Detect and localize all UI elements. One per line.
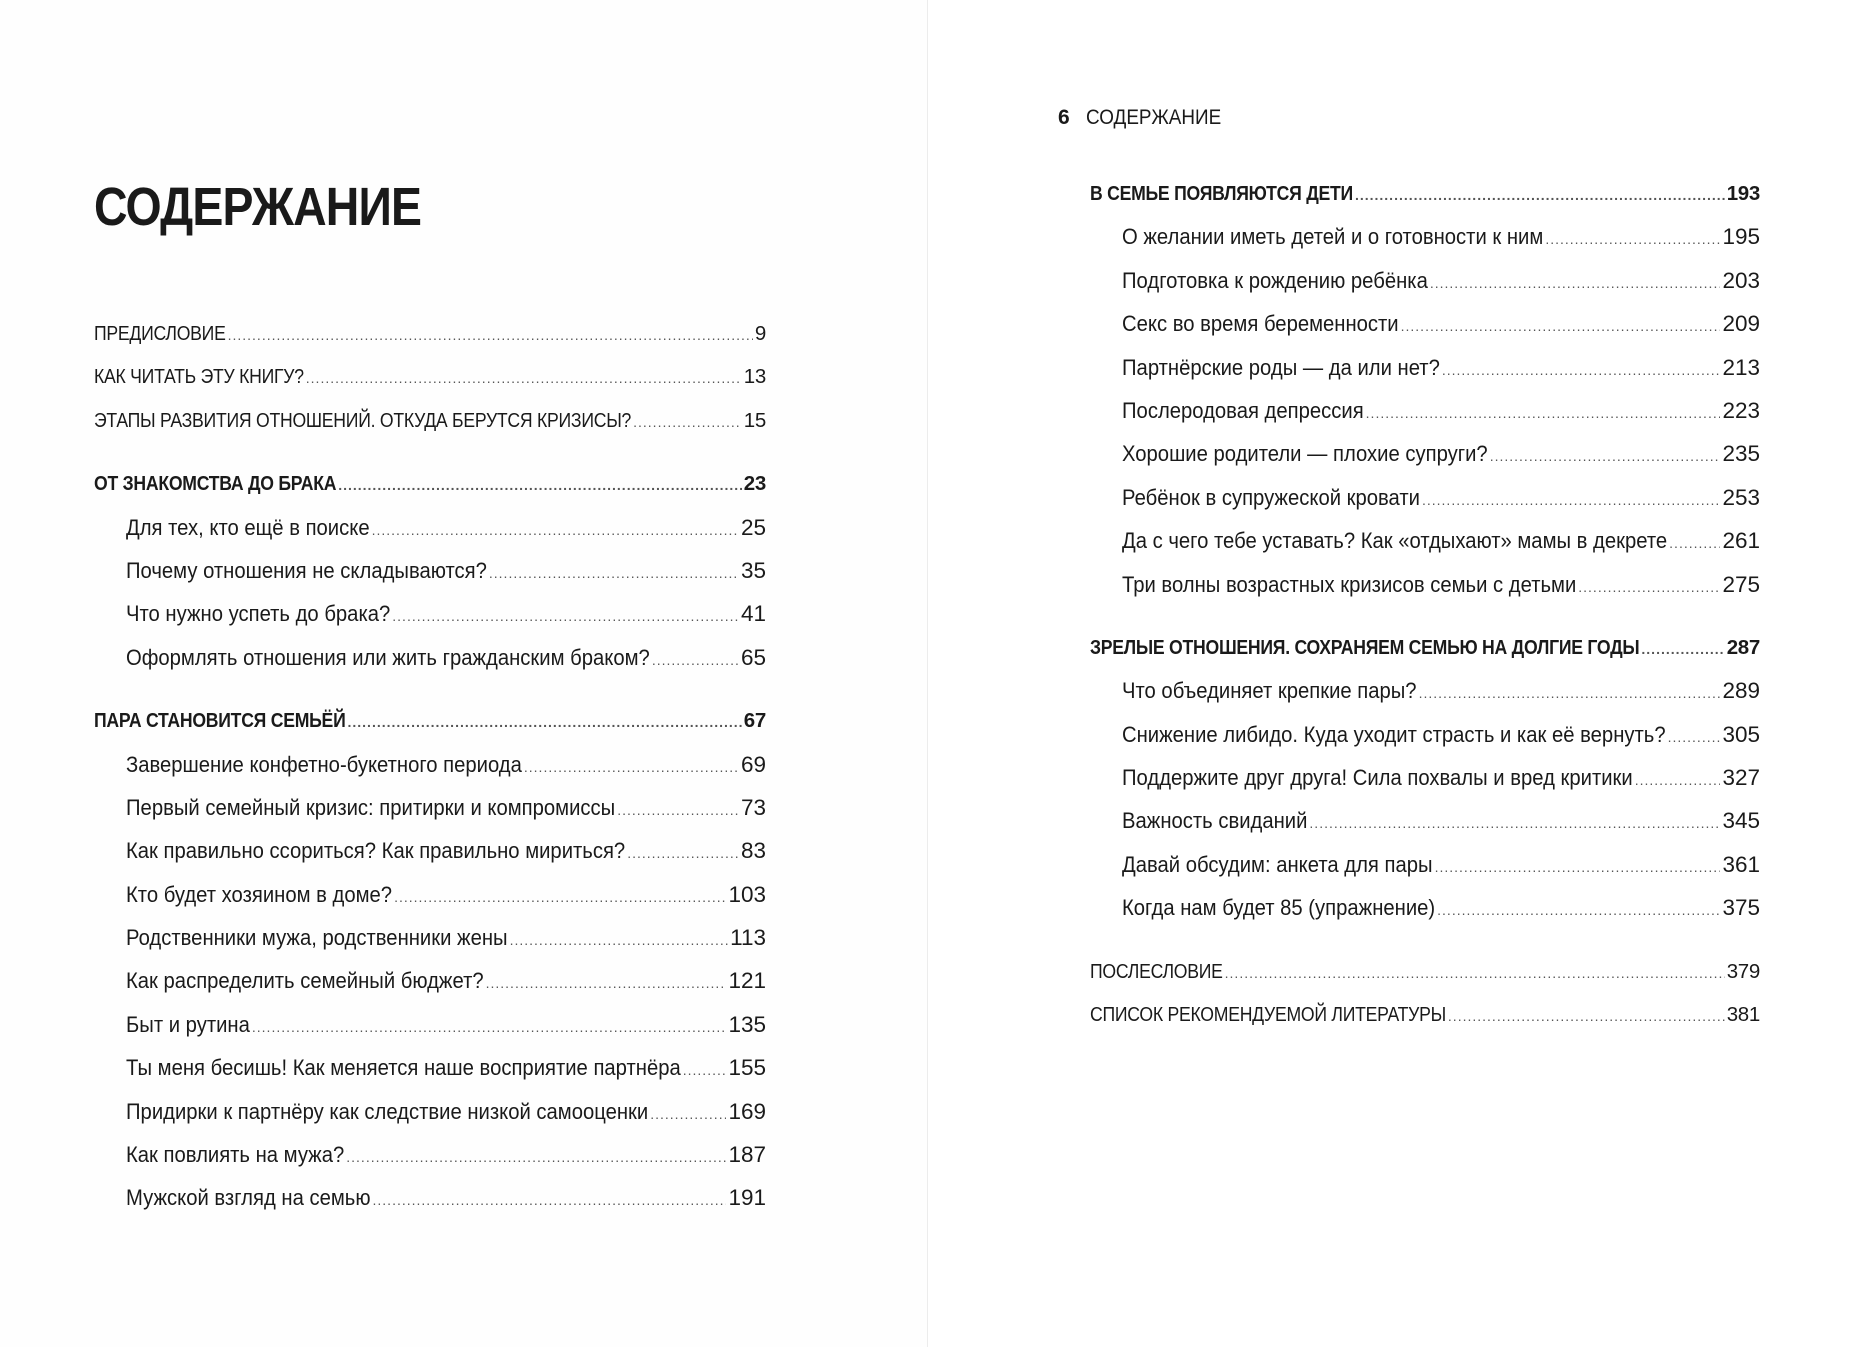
- toc-page-number: 9: [754, 322, 766, 345]
- toc-page-number: 13: [743, 365, 766, 389]
- toc-page-number: 25: [740, 514, 766, 540]
- running-head-label: СОДЕРЖАНИЕ: [1085, 106, 1221, 129]
- toc-entry[interactable]: [94, 506, 766, 549]
- dot-leader: [617, 789, 739, 832]
- toc-front-matter[interactable]: [94, 312, 766, 355]
- toc-entry-title: Да с чего тебе уставать? Как «отдыхают» мамы в декрете: [1122, 528, 1668, 554]
- dot-leader: [683, 1049, 727, 1092]
- dot-leader: [486, 962, 727, 1005]
- dot-leader: [1669, 522, 1720, 565]
- toc-entry[interactable]: [94, 786, 766, 829]
- toc-page-number: 375: [1722, 895, 1760, 921]
- toc-page-number: 235: [1722, 441, 1760, 467]
- toc-entry-title: В СЕМЬЕ ПОЯВЛЯЮТСЯ ДЕТИ: [1090, 182, 1353, 205]
- toc-entry[interactable]: [1090, 799, 1760, 842]
- toc-page-number: 67: [743, 709, 766, 733]
- dot-leader: [524, 746, 739, 789]
- dot-leader: [1442, 349, 1721, 392]
- toc-entry[interactable]: [94, 916, 766, 959]
- toc-page-number: 155: [728, 1055, 766, 1081]
- toc-page-number: 253: [1722, 484, 1760, 510]
- toc-entry[interactable]: [94, 743, 766, 786]
- toc-entry-title: КАК ЧИТАТЬ ЭТУ КНИГУ?: [94, 365, 304, 389]
- dot-leader: [1668, 716, 1721, 759]
- toc-page-number: 213: [1722, 354, 1760, 380]
- toc-entry-title: Ребёнок в супружеской кровати: [1122, 484, 1420, 510]
- toc-entry-title: Давай обсудим: анкета для пары: [1122, 851, 1433, 877]
- toc-page-number: 169: [728, 1098, 766, 1124]
- toc-page-number: 103: [728, 881, 766, 907]
- toc-entry-title: Придирки к партнёру как следствие низкой самооценки: [126, 1098, 649, 1124]
- toc-page-number: 379: [1726, 959, 1760, 983]
- toc-entry-title: ПРЕДИСЛОВИЕ: [94, 322, 226, 345]
- toc-entry[interactable]: [1090, 669, 1760, 712]
- toc-entry-title: Как распределить семейный бюджет?: [126, 968, 484, 994]
- dot-leader: [1490, 435, 1721, 478]
- toc-section[interactable]: [1090, 626, 1760, 669]
- toc-section[interactable]: [1090, 172, 1760, 215]
- toc-page-number: 113: [730, 925, 766, 951]
- toc-page-number: 209: [1722, 311, 1760, 337]
- toc-entry-title: Секс во время беременности: [1122, 311, 1399, 337]
- toc-entry[interactable]: [1090, 713, 1760, 756]
- toc-page-number: 65: [740, 644, 766, 670]
- toc-right: [1090, 172, 1760, 1036]
- toc-entry-title: Хорошие родители — плохие супруги?: [1122, 441, 1488, 467]
- toc-front-matter[interactable]: [1090, 950, 1760, 993]
- dot-leader: [1401, 305, 1721, 348]
- toc-entry[interactable]: [94, 1090, 766, 1133]
- dot-leader: [1366, 392, 1721, 435]
- toc-entry[interactable]: [1090, 389, 1760, 432]
- toc-entry[interactable]: [94, 1003, 766, 1046]
- dot-leader: [372, 509, 739, 552]
- toc-entry-title: Кто будет хозяином в доме?: [126, 881, 393, 907]
- toc-entry[interactable]: [94, 1046, 766, 1089]
- dot-leader: [338, 464, 742, 507]
- toc-entry[interactable]: [1090, 215, 1760, 258]
- toc-left: [94, 312, 766, 1220]
- toc-entry[interactable]: [1090, 346, 1760, 389]
- dot-leader: [1225, 952, 1725, 995]
- dot-leader: [373, 1179, 727, 1222]
- toc-entry[interactable]: [1090, 843, 1760, 886]
- toc-entry[interactable]: [94, 959, 766, 1002]
- toc-page-number: 287: [1726, 635, 1760, 659]
- dot-leader: [627, 832, 739, 875]
- dot-leader: [394, 876, 726, 919]
- toc-entry-title: ПОСЛЕСЛОВИЕ: [1090, 959, 1223, 983]
- toc-entry-title: Как повлиять на мужа?: [126, 1142, 345, 1168]
- toc-page-number: 345: [1722, 808, 1760, 834]
- dot-leader: [252, 1006, 727, 1049]
- toc-front-matter[interactable]: [94, 355, 766, 398]
- toc-entry[interactable]: [1090, 886, 1760, 929]
- toc-entry-title: ПАРА СТАНОВИТСЯ СЕМЬЁЙ: [94, 709, 346, 733]
- dot-leader: [1641, 628, 1724, 671]
- toc-entry-title: Мужской взгляд на семью: [126, 1185, 371, 1211]
- toc-entry-title: Партнёрские роды — да или нет?: [1122, 354, 1440, 380]
- toc-entry-title: ЗРЕЛЫЕ ОТНОШЕНИЯ. СОХРАНЯЕМ СЕМЬЮ НА ДОЛГИЕ ГОДЫ: [1090, 635, 1640, 659]
- dot-leader: [633, 401, 742, 444]
- dot-leader: [1309, 802, 1720, 845]
- dot-leader: [1545, 218, 1720, 261]
- dot-leader: [348, 701, 742, 744]
- page-number: 6: [1058, 106, 1070, 129]
- dot-leader: [392, 595, 739, 638]
- toc-entry[interactable]: [94, 549, 766, 592]
- toc-page-number: 275: [1722, 571, 1760, 597]
- toc-entry-title: Что нужно успеть до брака?: [126, 601, 391, 627]
- toc-page-number: 135: [728, 1011, 766, 1037]
- dot-leader: [1437, 889, 1720, 932]
- toc-page-number: 35: [740, 557, 766, 583]
- toc-entry-title: Ты меня бесишь! Как меняется наше восприятие партнёра: [126, 1055, 681, 1081]
- toc-entry-title: Послеродовая депрессия: [1122, 397, 1364, 423]
- toc-page-number: 41: [740, 601, 766, 627]
- page-title: СОДЕРЖАНИЕ: [94, 177, 422, 237]
- toc-page-number: 121: [728, 968, 766, 994]
- toc-entry-title: Первый семейный кризис: притирки и компромиссы: [126, 794, 616, 820]
- toc-entry-title: Важность свиданий: [1122, 808, 1308, 834]
- toc-front-matter[interactable]: [1090, 993, 1760, 1036]
- dot-leader: [1355, 174, 1725, 217]
- toc-page-number: 73: [740, 794, 766, 820]
- toc-entry-title: СПИСОК РЕКОМЕНДУЕМОЙ ЛИТЕРАТУРЫ: [1090, 1003, 1446, 1027]
- toc-page-number: 261: [1722, 528, 1760, 554]
- toc-entry[interactable]: [1090, 756, 1760, 799]
- toc-entry[interactable]: [1090, 519, 1760, 562]
- toc-entry-title: Когда нам будет 85 (упражнение): [1122, 895, 1436, 921]
- toc-entry[interactable]: [1090, 302, 1760, 345]
- toc-page-number: 305: [1722, 721, 1760, 747]
- toc-front-matter[interactable]: [94, 399, 766, 442]
- toc-entry[interactable]: [1090, 563, 1760, 606]
- toc-section[interactable]: [94, 462, 766, 505]
- toc-page-number: 83: [740, 838, 766, 864]
- toc-entry-title: ЭТАПЫ РАЗВИТИЯ ОТНОШЕНИЙ. ОТКУДА БЕРУТСЯ КРИЗИСЫ?: [94, 408, 632, 432]
- toc-entry-title: Снижение либидо. Куда уходит страсть и как её вернуть?: [1122, 721, 1666, 747]
- toc-entry-title: Завершение конфетно-букетного периода: [126, 751, 522, 777]
- dot-leader: [652, 639, 739, 682]
- toc-entry[interactable]: [94, 829, 766, 872]
- running-head: [1058, 106, 1236, 130]
- toc-page-number: 327: [1722, 765, 1760, 791]
- toc-entry-title: Для тех, кто ещё в поиске: [126, 514, 370, 540]
- toc-page-number: 69: [740, 751, 766, 777]
- toc-page-number: 361: [1722, 851, 1760, 877]
- toc-entry-title: О желании иметь детей и о готовности к ним: [1122, 224, 1544, 250]
- toc-page-number: 223: [1722, 397, 1760, 423]
- toc-entry[interactable]: [94, 592, 766, 635]
- toc-entry[interactable]: [1090, 476, 1760, 519]
- toc-entry-title: Подготовка к рождению ребёнка: [1122, 267, 1428, 293]
- toc-page-number: 187: [728, 1142, 766, 1168]
- toc-entry-title: Почему отношения не складываются?: [126, 557, 487, 583]
- toc-page-number: 193: [1726, 182, 1760, 205]
- toc-entry[interactable]: [94, 873, 766, 916]
- toc-entry[interactable]: [1090, 432, 1760, 475]
- toc-entry[interactable]: [94, 1176, 766, 1219]
- dot-leader: [1430, 262, 1721, 305]
- dot-leader: [1422, 479, 1720, 522]
- dot-leader: [306, 357, 742, 400]
- toc-spacer: [94, 442, 766, 462]
- toc-entry-title: Что объединяет крепкие пары?: [1122, 678, 1417, 704]
- toc-entry-title: Оформлять отношения или жить гражданским браком?: [126, 644, 650, 670]
- toc-page-number: 15: [743, 408, 766, 432]
- dot-leader: [489, 552, 739, 595]
- dot-leader: [1578, 566, 1720, 609]
- toc-entry[interactable]: [1090, 259, 1760, 302]
- toc-page-number: 289: [1722, 678, 1760, 704]
- dot-leader: [1448, 995, 1725, 1038]
- toc-entry[interactable]: [94, 1133, 766, 1176]
- toc-entry-title: Быт и рутина: [126, 1011, 250, 1037]
- toc-page-number: 23: [743, 472, 766, 496]
- toc-entry[interactable]: [94, 636, 766, 679]
- dot-leader: [228, 314, 753, 357]
- dot-leader: [1419, 672, 1721, 715]
- dot-leader: [650, 1093, 726, 1136]
- toc-page-number: 381: [1726, 1003, 1760, 1027]
- toc-page-number: 203: [1722, 267, 1760, 293]
- toc-page-number: 191: [728, 1185, 766, 1211]
- dot-leader: [510, 919, 729, 962]
- toc-page-number: 195: [1722, 224, 1760, 250]
- toc-entry-title: Родственники мужа, родственники жены: [126, 925, 508, 951]
- dot-leader: [346, 1136, 726, 1179]
- dot-leader: [1635, 759, 1721, 802]
- toc-entry-title: Три волны возрастных кризисов семьи с детьми: [1122, 571, 1577, 597]
- toc-entry-title: ОТ ЗНАКОМСТВА ДО БРАКА: [94, 472, 337, 496]
- dot-leader: [1435, 846, 1721, 889]
- toc-entry-title: Как правильно ссориться? Как правильно мириться?: [126, 838, 626, 864]
- toc-entry-title: Поддержите друг друга! Сила похвалы и вред критики: [1122, 765, 1633, 791]
- toc-section[interactable]: [94, 699, 766, 742]
